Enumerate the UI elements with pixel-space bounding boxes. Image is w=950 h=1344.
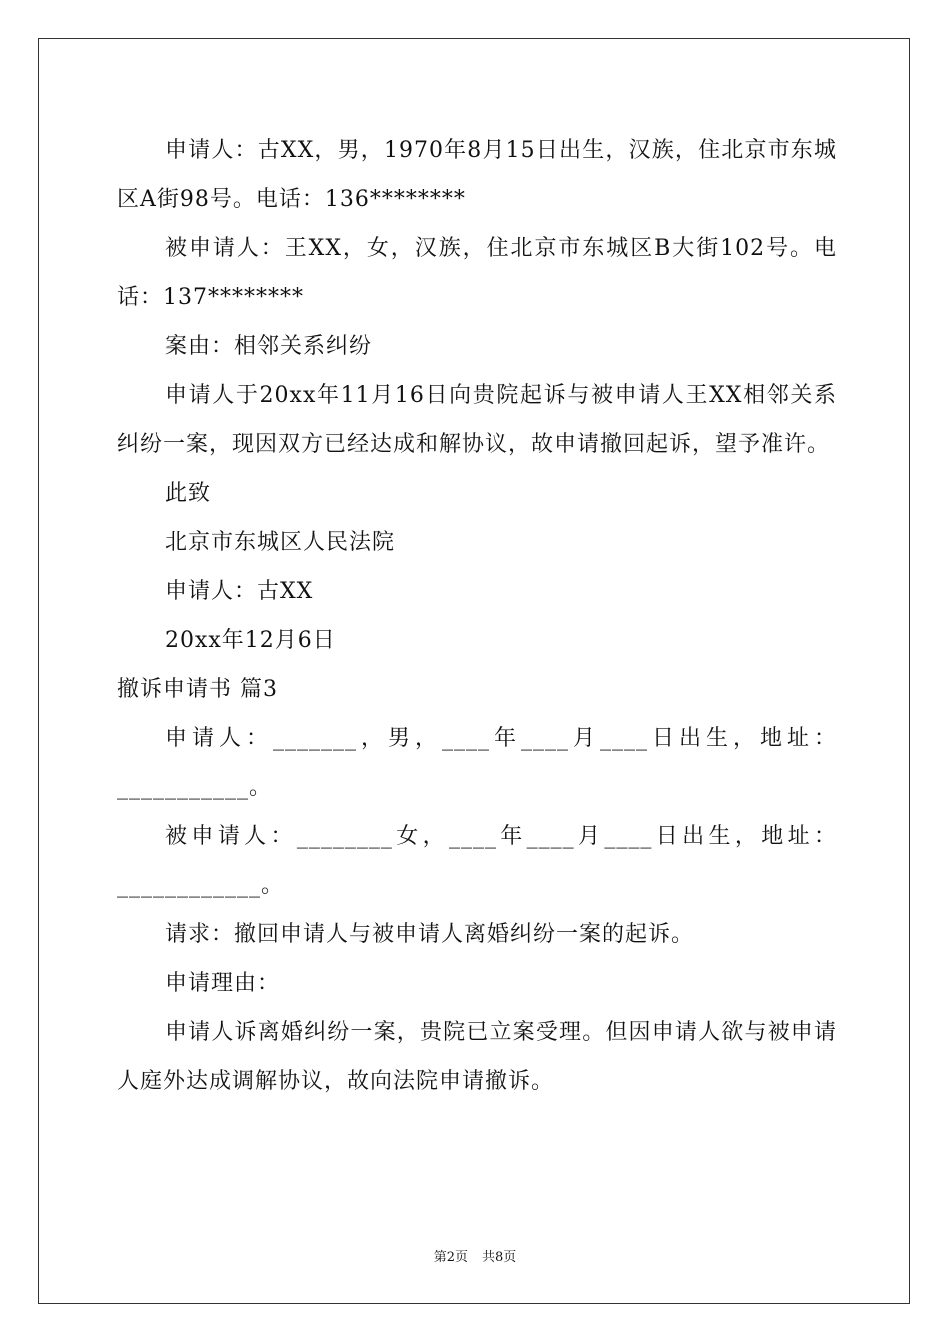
court-name: 北京市东城区人民法院: [165, 530, 396, 555]
withdrawal-statement: 申请人于20xx年11月16日向贵院起诉与被申请人王XX相邻关系纠纷一案，现因双方已经达成和解协议，故申请撤回起诉，望予准许。: [117, 383, 837, 457]
case-cause: 案由：相邻关系纠纷: [165, 334, 373, 359]
reason-text: 申请人诉离婚纠纷一案，贵院已立案受理。但因申请人欲与被申请人庭外达成调解协议，故向法院申请撤诉。: [117, 1020, 837, 1094]
page-footer: [0, 1246, 950, 1265]
applicant-template: 申请人：_______，男，____年____月____日出生，地址：___________。: [117, 726, 837, 800]
date: 20xx年12月6日: [165, 628, 336, 653]
document-body: [117, 126, 837, 1106]
reason-heading: 申请理由：: [165, 971, 281, 996]
salutation: 此致: [165, 481, 212, 506]
section-title: 撤诉申请书 篇3: [117, 677, 278, 702]
applicant-paragraph: 申请人：古XX，男，1970年8月15日出生，汉族，住北京市东城区A街98号。电话：136********: [117, 138, 837, 212]
signature: 申请人：古XX: [165, 579, 314, 604]
respondent-template: 被申请人：________女，____年____月____日出生，地址：____________。: [117, 824, 837, 898]
page-number: 第2页: [433, 1250, 468, 1265]
respondent-paragraph: 被申请人：王XX，女，汉族，住北京市东城区B大街102号。电话：137********: [117, 236, 837, 310]
page-total: 共8页: [482, 1250, 517, 1265]
request: 请求：撤回申请人与被申请人离婚纠纷一案的起诉。: [165, 922, 695, 947]
